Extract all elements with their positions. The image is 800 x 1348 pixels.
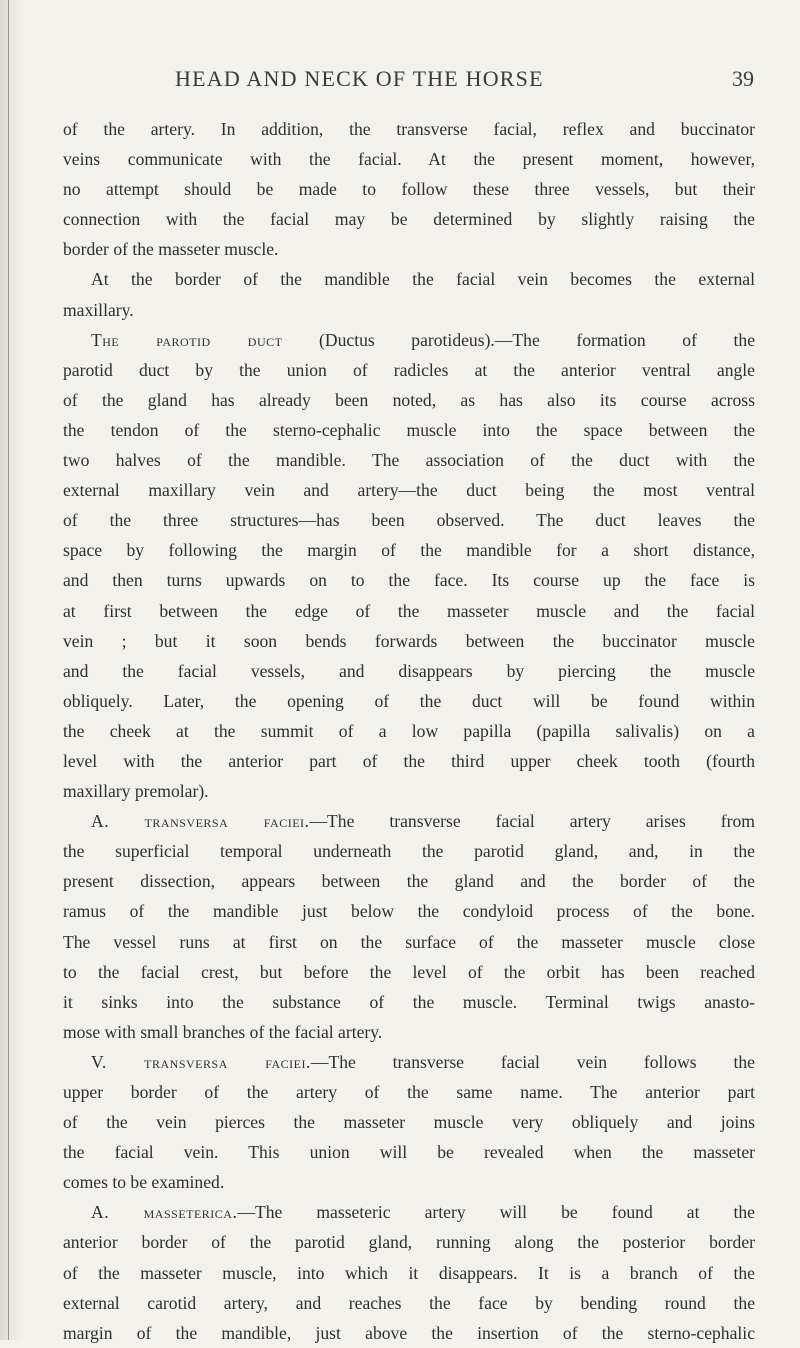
running-head	[0, 66, 800, 100]
text-line: the tendon of the sterno-cephalic muscle into the space between the	[63, 419, 755, 440]
text-line: At the border of the mandible the facial vein becomes the external	[91, 269, 755, 290]
section-heading: V. transversa faciei.	[91, 1051, 311, 1072]
text-line	[63, 1197, 755, 1227]
body-text	[63, 114, 755, 1348]
text-line: at first between the edge of the masseter muscle and the facial	[63, 600, 755, 621]
text-line: parotid duct by the union of radicles at the anterior ventral angle	[63, 359, 755, 380]
text-line: present dissection, appears between the gland and the border of the	[63, 871, 755, 892]
text-line: it sinks into the substance of the muscle. Terminal twigs anasto-	[63, 991, 755, 1012]
text-line: maxillary premolar).	[63, 781, 209, 802]
text-line: ramus of the mandible just below the condyloid process of the bone.	[63, 901, 755, 922]
text-line: external carotid artery, and reaches the face by bending round the	[63, 1292, 755, 1313]
text-line: the facial vein. This union will be revealed when the masseter	[63, 1142, 755, 1163]
text-run: —The masseteric artery will be found at the	[237, 1202, 755, 1223]
text-line: mose with small branches of the facial artery.	[63, 1021, 383, 1042]
text-line: veins communicate with the facial. At the present moment, however,	[63, 149, 755, 170]
text-line: border of the masseter muscle.	[63, 239, 279, 260]
section-heading: The parotid duct	[91, 329, 283, 350]
text-line: level with the anterior part of the third upper cheek tooth (fourth	[63, 750, 755, 771]
text-line: of the three structures—has been observed. The duct leaves the	[63, 510, 755, 531]
text-line: margin of the mandible, just above the insertion of the sterno-cephalic	[63, 1322, 755, 1343]
text-run: —The transverse facial vein follows the	[310, 1051, 755, 1072]
page-number: 39	[732, 66, 754, 91]
text-line: the cheek at the summit of a low papilla (papilla salivalis) on a	[63, 720, 755, 741]
text-line: to the facial crest, but before the level of the orbit has been reached	[63, 961, 755, 982]
text-line: vein ; but it soon bends forwards between the buccinator muscle	[63, 630, 755, 651]
section-heading: A. masseterica.	[91, 1202, 238, 1223]
binding-edge-line	[8, 0, 9, 1340]
text-line	[63, 1047, 755, 1077]
text-line: of the gland has already been noted, as has also its course across	[63, 389, 755, 410]
text-line: external maxillary vein and artery—the duct being the most ventral	[63, 480, 755, 501]
text-line: of the masseter muscle, into which it disappears. It is a branch of the	[63, 1262, 755, 1283]
text-line: the superficial temporal underneath the parotid gland, and, in the	[63, 841, 755, 862]
text-line: maxillary.	[63, 299, 134, 320]
text-line: upper border of the artery of the same name. The anterior part	[63, 1082, 755, 1102]
running-head-title: HEAD AND NECK OF THE HORSE	[175, 66, 544, 91]
text-run: —The transverse facial artery arises from	[309, 811, 755, 832]
text-line: obliquely. Later, the opening of the duct will be found within	[63, 690, 755, 711]
text-line: The vessel runs at first on the surface of the masseter muscle close	[63, 931, 755, 952]
text-line: of the vein pierces the masseter muscle very obliquely and joins	[63, 1112, 755, 1133]
text-line: two halves of the mandible. The association of the duct with the	[63, 450, 755, 471]
text-line: anterior border of the parotid gland, running along the posterior border	[63, 1232, 755, 1253]
text-line: of the artery. In addition, the transverse facial, reflex and buccinator	[63, 119, 755, 139]
text-line	[63, 325, 755, 355]
text-line: and then turns upwards on to the face. Its course up the face is	[63, 570, 755, 591]
text-line: comes to be examined.	[63, 1172, 225, 1193]
text-line: space by following the margin of the mandible for a short distance,	[63, 540, 755, 561]
text-line: and the facial vessels, and disappears by piercing the muscle	[63, 660, 755, 681]
binding-gutter-shadow	[0, 0, 26, 1340]
section-heading: A. transversa faciei.	[91, 811, 310, 832]
text-run: (Ductus parotideus).—The formation of the	[282, 329, 756, 350]
text-line	[63, 806, 755, 836]
text-line: connection with the facial may be determined by slightly raising the	[63, 209, 755, 230]
text-line: no attempt should be made to follow these three vessels, but their	[63, 179, 755, 200]
